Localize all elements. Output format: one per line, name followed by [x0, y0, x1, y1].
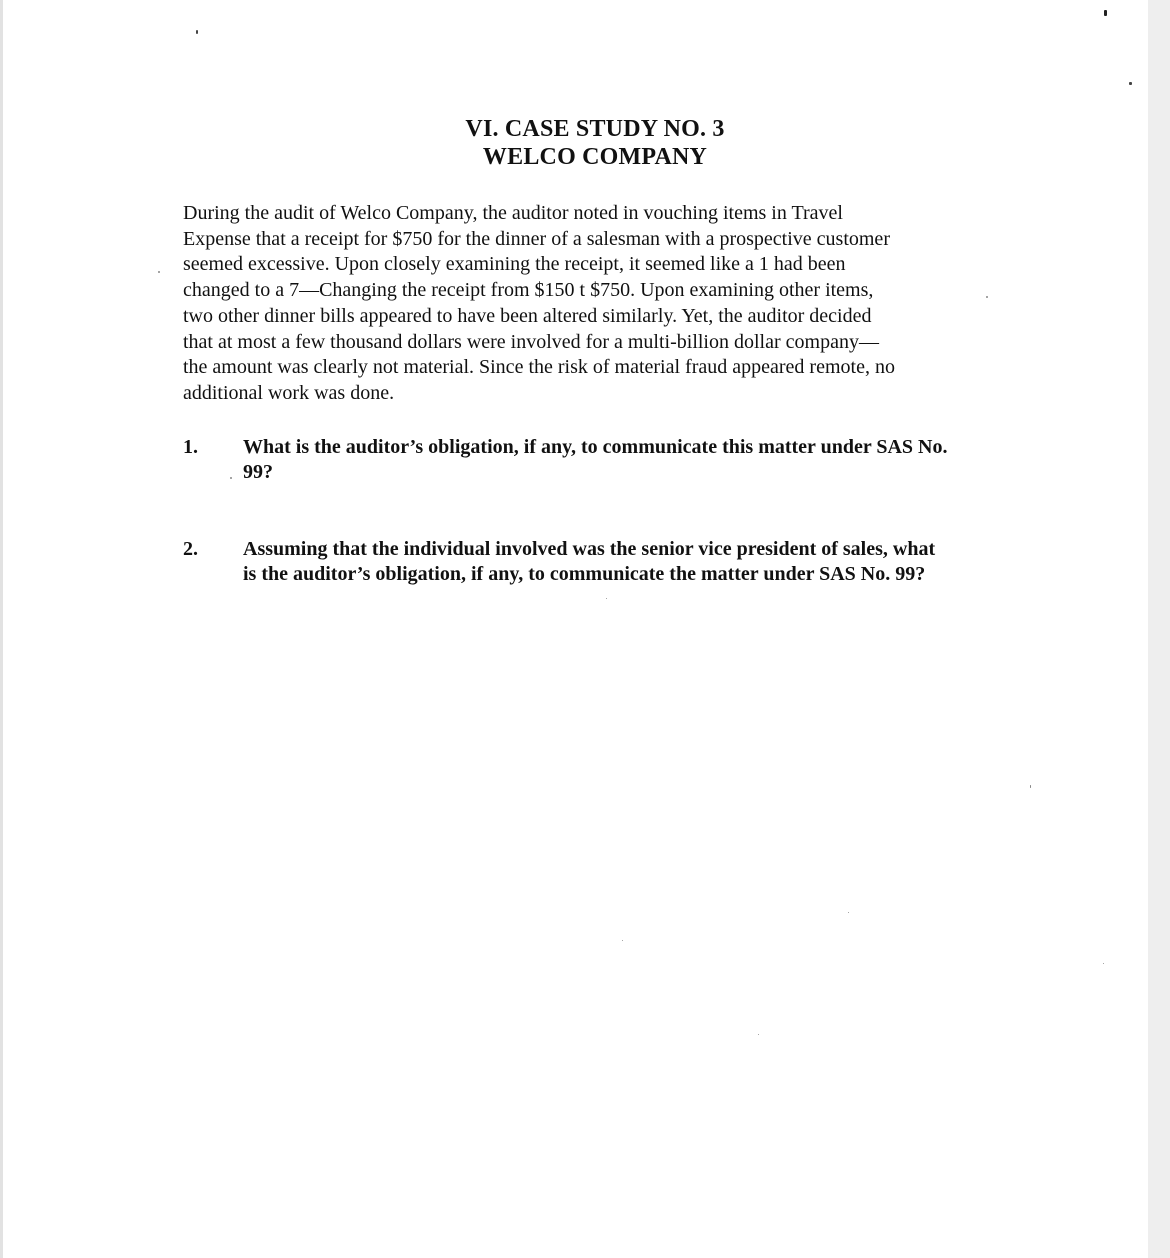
question-line: What is the auditor’s obligation, if any, to communicate this matter under SAS No. [243, 436, 948, 458]
question-line: is the auditor’s obligation, if any, to communicate the matter under SAS No. 99? [243, 563, 926, 585]
scan-speck [758, 1034, 759, 1035]
scan-speck [1129, 82, 1132, 85]
paragraph-line: that at most a few thousand dollars were involved for a multi-billion dollar company— [183, 330, 879, 353]
case-study-title: VI. CASE STUDY NO. 3 [465, 116, 725, 142]
paragraph-line: additional work was done. [183, 381, 395, 404]
case-description-paragraph [183, 201, 1003, 407]
page-right-gutter [1148, 0, 1170, 1258]
question-line: Assuming that the individual involved was the senior vice president of sales, what [243, 538, 936, 560]
scan-speck [1030, 785, 1031, 788]
paragraph-line: the amount was clearly not material. Since the risk of material fraud appeared remote, no [183, 356, 895, 379]
scan-speck [196, 30, 198, 34]
question-2-text [243, 537, 1023, 587]
paragraph-line: Expense that a receipt for $750 for the dinner of a salesman with a prospective customer [183, 227, 890, 250]
question-1-number: 1. [183, 436, 198, 458]
scan-speck [848, 912, 849, 913]
paragraph-line: changed to a 7—Changing the receipt from $150 t $750. Upon examining other items, [183, 279, 874, 302]
scan-speck [230, 477, 232, 479]
scan-speck [1104, 10, 1107, 16]
question-line: 99? [243, 461, 273, 483]
scan-speck [622, 940, 623, 941]
page-left-edge [0, 0, 3, 1258]
scan-speck [158, 271, 160, 273]
scan-speck [606, 598, 607, 599]
question-2-number: 2. [183, 538, 198, 560]
paragraph-line: two other dinner bills appeared to have been altered similarly. Yet, the auditor decided [183, 304, 872, 327]
scan-speck [1103, 963, 1104, 964]
paragraph-line: seemed excessive. Upon closely examining the receipt, it seemed like a 1 had been [183, 253, 846, 276]
scan-speck [986, 296, 988, 298]
question-1-text [243, 435, 1023, 485]
company-title: WELCO COMPANY [482, 144, 708, 170]
paragraph-line: During the audit of Welco Company, the auditor noted in vouching items in Travel [183, 202, 843, 224]
